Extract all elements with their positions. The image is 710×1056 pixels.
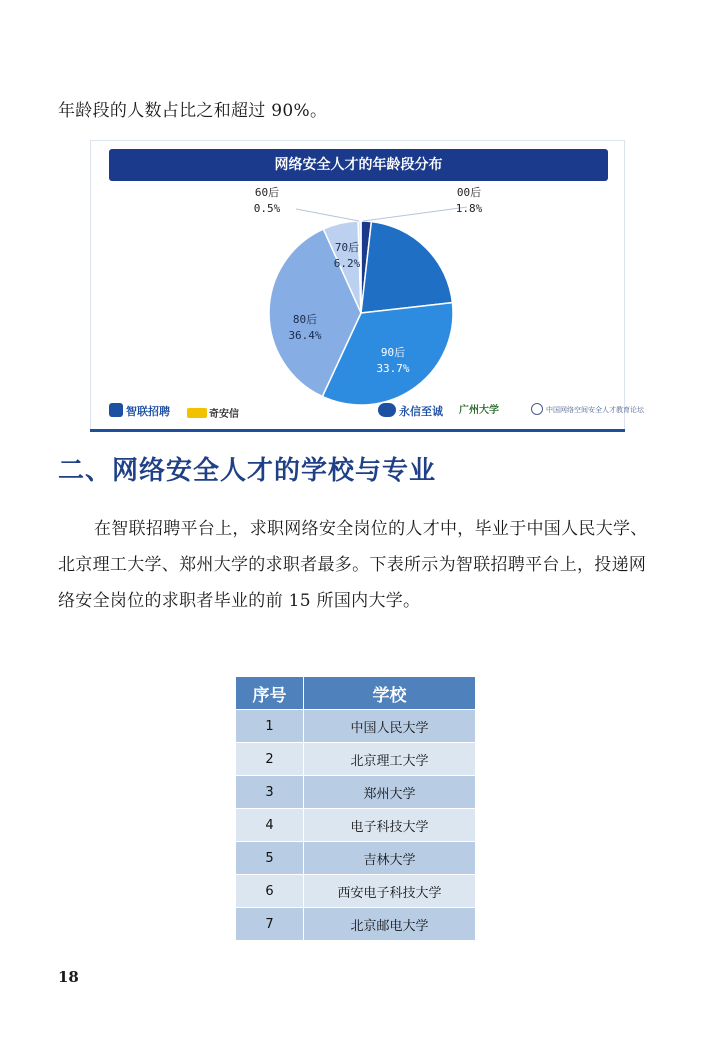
table-row [236,875,476,908]
cnsa-mark-icon [531,403,543,415]
age-pie-chart [91,141,626,431]
qianxin-mark-icon [187,408,207,418]
row-school: 中国人民大学 [304,710,476,743]
qianxin-logo: 奇安信 [187,405,239,420]
pie-label-60后: 60后 [254,186,280,199]
intro-tail-text: 年龄段的人数占比之和超过 90%。 [58,101,328,121]
pie-label-00后: 00后 [456,186,482,199]
pie-leader-00后 [363,207,467,221]
table-row [236,908,476,941]
row-index: 3 [236,776,304,809]
zhaopin-logo: 智联招聘 [109,403,170,419]
yongxin-mark-icon [378,403,396,417]
row-index: 1 [236,710,304,743]
pie-label-90后: 90后 [380,346,406,359]
pie-value-00后: 1.8% [455,202,483,215]
table-row [236,776,476,809]
chart-title: 网络安全人才的年龄段分布 [109,149,608,181]
header-index: 序号 [236,677,304,710]
gzhu-logo: 广州大学 [459,405,499,416]
section-title: 二、网络安全人才的学校与专业 [58,456,437,486]
table-row [236,743,476,776]
row-school: 吉林大学 [304,842,476,875]
row-index: 7 [236,908,304,941]
pie-leader-60后 [296,209,359,221]
row-school: 西安电子科技大学 [304,875,476,908]
row-index: 4 [236,809,304,842]
pie-value-95后: 21.4% [478,257,512,270]
header-school: 学校 [304,677,476,710]
row-school: 北京理工大学 [304,743,476,776]
pie-label-95后: 95后 [482,241,508,254]
row-index: 6 [236,875,304,908]
university-table [235,676,476,941]
age-distribution-figure [90,140,644,430]
pie-slice-95后 [361,222,452,313]
page-number: 18 [58,968,79,986]
table-row [236,809,476,842]
zhaopin-mark-icon [109,403,123,417]
table-row [236,842,476,875]
body-paragraph: 在智联招聘平台上，求职网络安全岗位的人才中，毕业于中国人民大学、北京理工大学、郑州大学的求职者最多。下表所示为智联招聘平台上，投递网络安全岗位的求职者毕业的前 15 所国内大学。 [58,519,648,611]
pie-label-80后: 80后 [292,313,318,326]
pie-value-60后: 0.5% [253,202,281,215]
cnsa-logo: 中国网络空间安全人才教育论坛 [531,403,644,415]
pie-value-90后: 33.7% [376,362,410,375]
row-school: 郑州大学 [304,776,476,809]
pie-label-70后: 70后 [334,241,360,254]
table-row [236,710,476,743]
yongxin-logo: 永信至诚 [378,403,443,419]
table-header-row [236,677,476,710]
row-school: 北京邮电大学 [304,908,476,941]
row-school: 电子科技大学 [304,809,476,842]
row-index: 2 [236,743,304,776]
pie-value-80后: 36.4% [288,329,322,342]
pie-value-70后: 6.2% [333,257,361,270]
figure-bottom-rule [90,429,625,432]
row-index: 5 [236,842,304,875]
